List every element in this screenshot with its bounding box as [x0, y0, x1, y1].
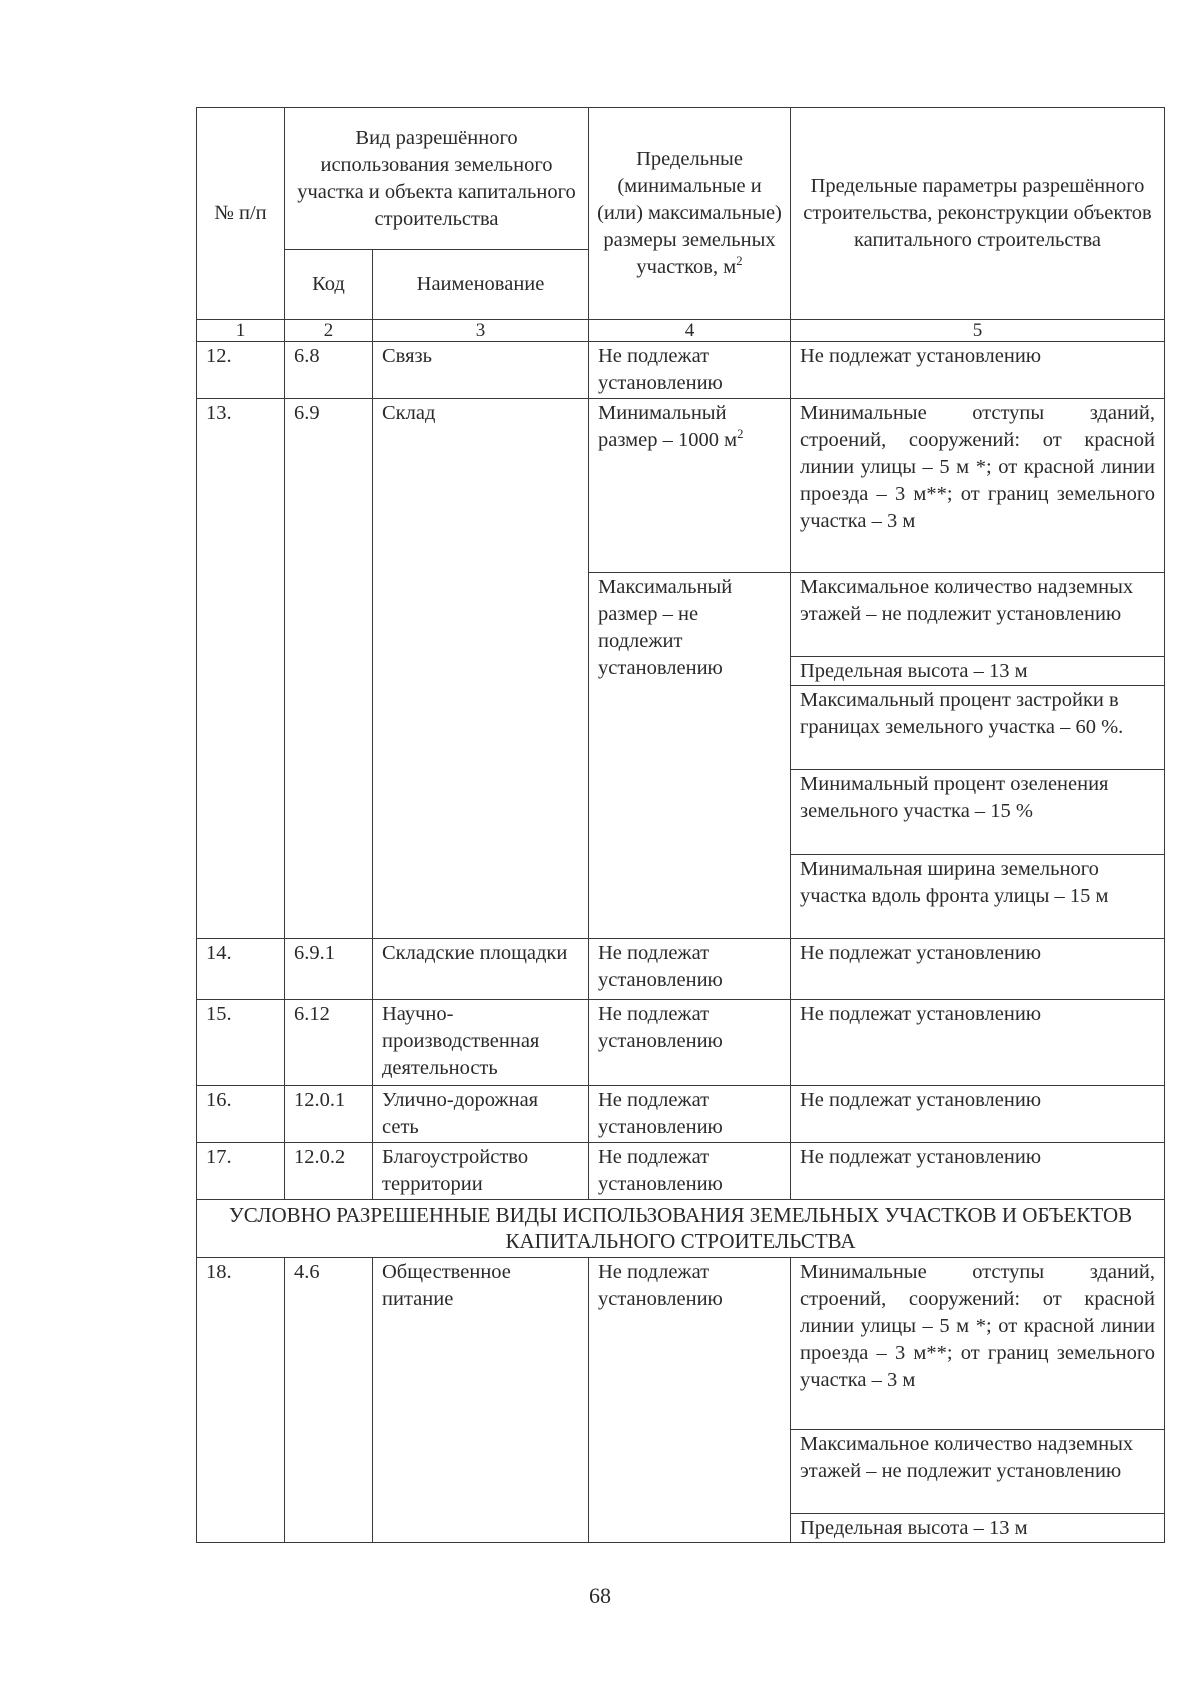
row-number: 18. [197, 1258, 285, 1543]
row-params-height: Предельная высота – 13 м [791, 1514, 1165, 1543]
table-row [197, 939, 1165, 1000]
row-number: 15. [197, 1000, 285, 1086]
row-params: Не подлежат установлению [791, 342, 1165, 399]
row-params-green-percent: Минимальный процент озеленения земельного участка – 15 % [791, 770, 1165, 855]
col-index-1: 1 [197, 320, 285, 342]
row-params: Не подлежат установлению [791, 1086, 1165, 1143]
col-index-5: 5 [791, 320, 1165, 342]
col-index-2: 2 [285, 320, 373, 342]
page-number: 68 [589, 1583, 611, 1608]
row-size-min-text: Минимальный размер – 1000 м [598, 402, 738, 451]
row-params: Не подлежат установлению [791, 939, 1165, 1000]
row-name: Складские площадки [373, 939, 589, 1000]
row-size-min-sup: 2 [737, 427, 744, 442]
row-params-height: Предельная высота – 13 м [791, 657, 1165, 686]
row-params: Не подлежат установлению [791, 1000, 1165, 1086]
row-code: 12.0.2 [285, 1143, 373, 1200]
row-params: Не подлежат установлению [791, 1143, 1165, 1200]
col-index-3: 3 [373, 320, 589, 342]
table-row [197, 1000, 1165, 1086]
section-heading: УСЛОВНО РАЗРЕШЕННЫЕ ВИДЫ ИСПОЛЬЗОВАНИЯ ЗЕМЕЛЬНЫХ УЧАСТКОВ И ОБЪЕКТОВ КАПИТАЛЬНОГО СТРОИТЕЛЬСТВА [197, 1200, 1165, 1258]
header-build-params: Предельные параметры разрешённого строительства, реконструкции объектов капитального строительства [791, 108, 1165, 320]
row-size: Не подлежат установлению [589, 1258, 791, 1543]
row-number: 16. [197, 1086, 285, 1143]
row-name: Научно-производственная деятельность [373, 1000, 589, 1086]
row-params-floors: Максимальное количество надземных этажей – не подлежит установлению [791, 1430, 1165, 1514]
row-code: 4.6 [285, 1258, 373, 1543]
header-plot-size-sup: 2 [736, 254, 743, 269]
table-row [197, 1258, 1165, 1430]
row-code: 12.0.1 [285, 1086, 373, 1143]
row-params-min-width: Минимальная ширина земельного участка вдоль фронта улицы – 15 м [791, 855, 1165, 939]
col-index-4: 4 [589, 320, 791, 342]
row-params-setbacks: Минимальные отступы зданий, строений, сооружений: от красной линии улицы – 5 м *; от красной линии проезда – 3 м**; от границ земельного участка – 3 м [791, 1258, 1165, 1430]
header-land-use-type: Вид разрешённого использования земельного участка и объекта капитального строительства [285, 108, 589, 250]
table-row [197, 342, 1165, 399]
land-use-table [196, 107, 1165, 1543]
table-row [197, 1143, 1165, 1200]
row-code: 6.12 [285, 1000, 373, 1086]
row-size-min [589, 399, 791, 573]
row-params-floors: Максимальное количество надземных этажей – не подлежит установлению [791, 573, 1165, 657]
row-size: Не подлежат установлению [589, 1086, 791, 1143]
row-name: Улично-дорожная сеть [373, 1086, 589, 1143]
row-number: 17. [197, 1143, 285, 1200]
row-size: Не подлежат установлению [589, 939, 791, 1000]
row-size-max: Максимальный размер – не подлежит установлению [589, 573, 791, 939]
table-row [197, 399, 1165, 573]
row-code: 6.9.1 [285, 939, 373, 1000]
header-number: № п/п [197, 108, 285, 320]
row-name: Связь [373, 342, 589, 399]
row-number: 13. [197, 399, 285, 939]
row-size: Не подлежат установлению [589, 1000, 791, 1086]
row-number: 12. [197, 342, 285, 399]
table-row [197, 1086, 1165, 1143]
row-name: Благоустройство территории [373, 1143, 589, 1200]
header-name: Наименование [373, 250, 589, 320]
row-code: 6.9 [285, 399, 373, 939]
header-code: Код [285, 250, 373, 320]
row-number: 14. [197, 939, 285, 1000]
header-plot-size [589, 108, 791, 320]
row-code: 6.8 [285, 342, 373, 399]
row-size: Не подлежат установлению [589, 342, 791, 399]
header-plot-size-text: Предельные (минимальные и (или) максимальные) размеры земельных участков, м [597, 148, 782, 278]
row-name: Склад [373, 399, 589, 939]
row-size: Не подлежат установлению [589, 1143, 791, 1200]
row-params-build-percent: Максимальный процент застройки в границах земельного участка – 60 %. [791, 686, 1165, 770]
row-params-setbacks: Минимальные отступы зданий, строений, сооружений: от красной линии улицы – 5 м *; от красной линии проезда – 3 м**; от границ земельного участка – 3 м [791, 399, 1165, 573]
row-name: Общественное питание [373, 1258, 589, 1543]
